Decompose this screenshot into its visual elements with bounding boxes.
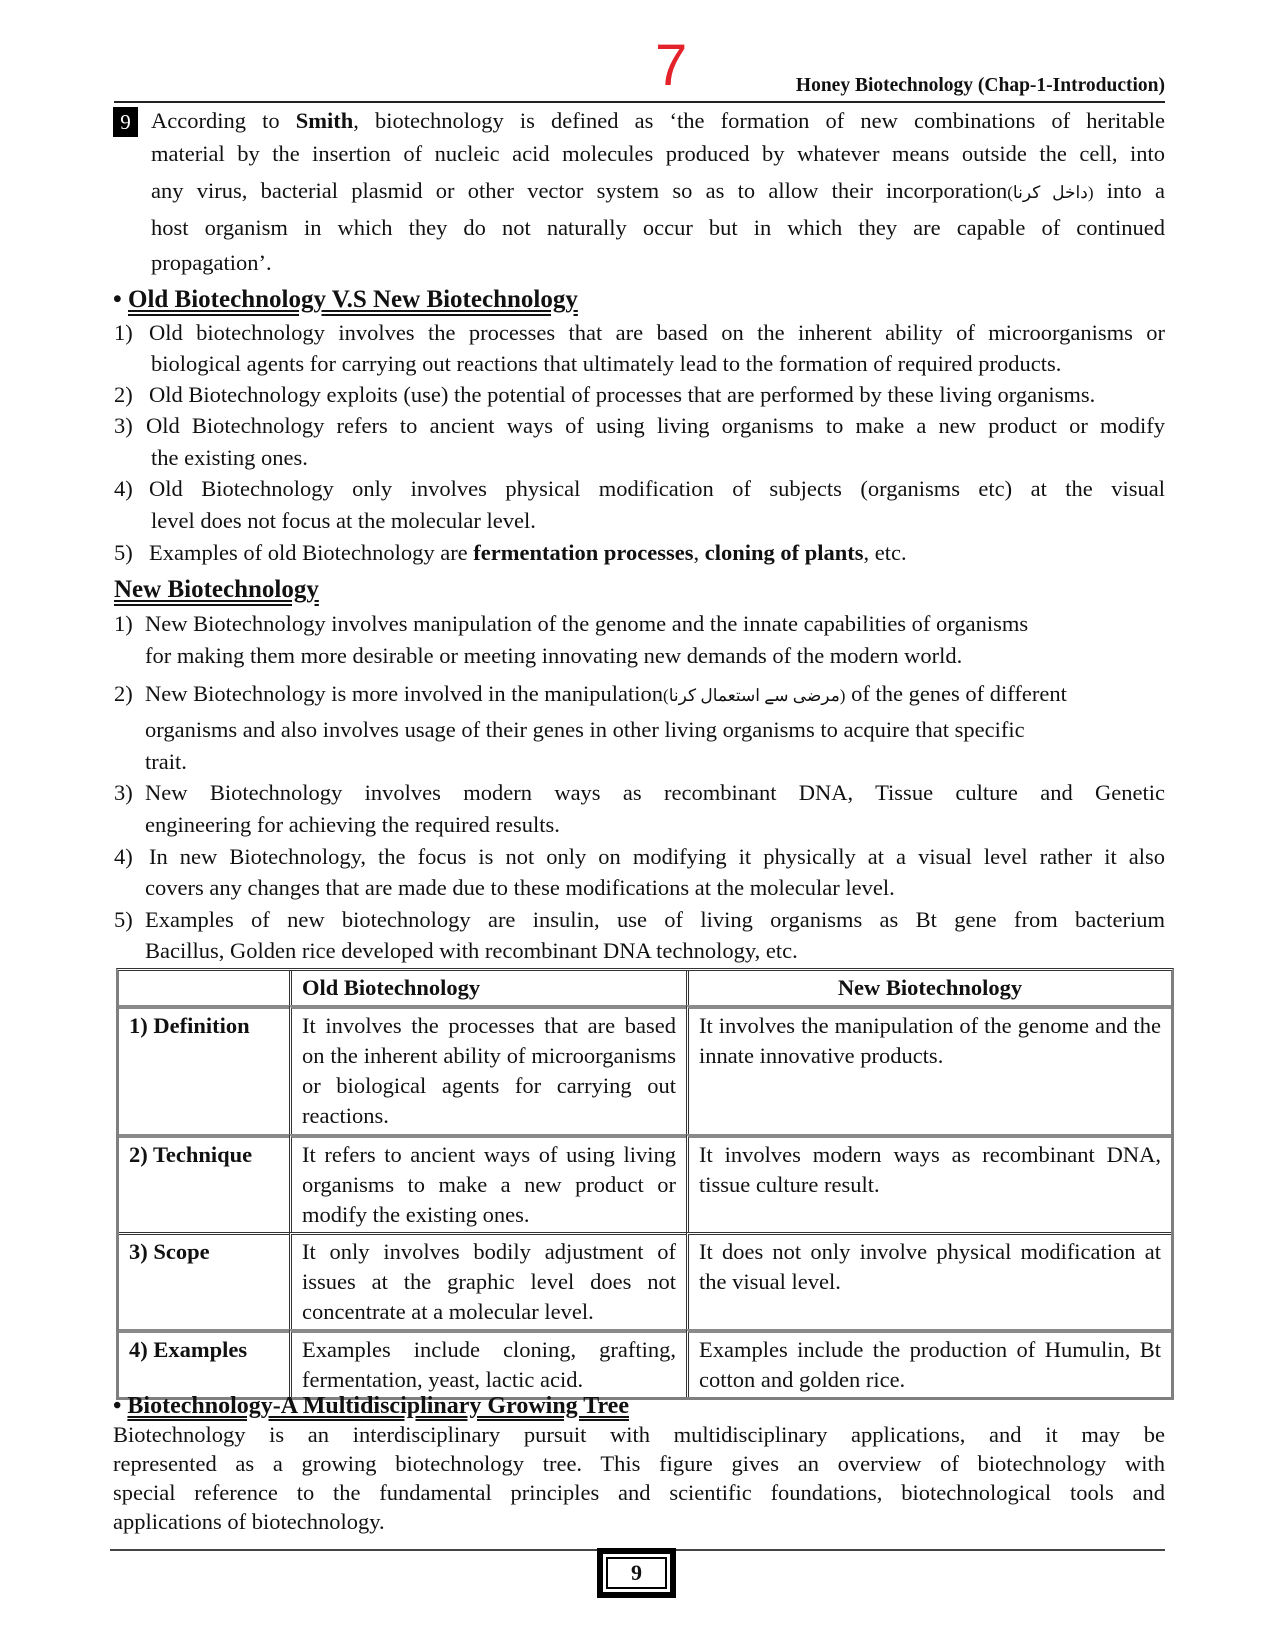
row-label: 2) Technique <box>119 1134 289 1232</box>
new-cell: It does not only involve physical modification at the visual level. <box>686 1232 1171 1329</box>
section-heading-new-biotech: New Biotechnology <box>114 576 319 603</box>
new-item-4: 4) In new Biotechnology, the focus is not only on modifying it physically at a visual level rather it also <box>114 844 1165 869</box>
definition-line-2: material by the insertion of nucleic acid molecules produced by whatever means outside the cell, into <box>151 141 1165 166</box>
table-header-blank <box>119 971 289 1005</box>
section-heading-old-vs-new: • Old Biotechnology V.S New Biotechnology <box>113 286 578 313</box>
old-item-1: 1) Old biotechnology involves the processes that are based on the inherent ability of microorganisms or <box>114 320 1165 345</box>
new-item-4-cont: covers any changes that are made due to these modifications at the molecular level. <box>145 875 895 900</box>
running-title: Honey Biotechnology (Chap-1-Introduction) <box>795 75 1165 96</box>
table-header-old: Old Biotechnology <box>289 971 686 1005</box>
author-name: Smith <box>295 108 354 133</box>
old-cell: It refers to ancient ways of using living organisms to make a new product or modify the existing ones. <box>289 1134 686 1232</box>
table-row <box>119 1005 1171 1134</box>
old-item-3-cont: the existing ones. <box>151 445 308 470</box>
urdu-gloss: (داخل کرنا) <box>1007 183 1094 202</box>
new-cell: It involves modern ways as recombinant DNA, tissue culture result. <box>686 1134 1171 1232</box>
old-item-1-cont: biological agents for carrying out reactions that ultimately lead to the formation of required products. <box>151 351 1062 376</box>
table-header-new: New Biotechnology <box>686 971 1171 1005</box>
row-label: 4) Examples <box>119 1329 289 1397</box>
new-item-3-cont: engineering for achieving the required results. <box>145 812 560 837</box>
new-item-1-cont: for making them more desirable or meeting innovating new demands of the modern world. <box>145 643 963 668</box>
urdu-gloss: (مرضی سے استعمال کرنا) <box>663 686 846 705</box>
new-item-5: 5) Examples of new biotechnology are insulin, use of living organisms as Bt gene from bacterium <box>114 907 1165 932</box>
chapter-number: 7 <box>655 33 688 98</box>
definition-line-3: any virus, bacterial plasmid or other vector system so as to allow their incorporation(داخل کرنا) into a <box>151 178 1165 203</box>
table-row <box>119 1329 1171 1397</box>
table-row <box>119 1134 1171 1232</box>
old-item-4-cont: level does not focus at the molecular level. <box>151 508 536 533</box>
new-item-2-cont: organisms and also involves usage of their genes in other living organisms to acquire that specific <box>145 717 1025 742</box>
section-heading-tree: • Biotechnology-A Multidisciplinary Growing Tree <box>113 1393 629 1419</box>
old-cell: It only involves bodily adjustment of issues at the graphic level does not concentrate at a molecular level. <box>289 1232 686 1329</box>
new-cell: Examples include the production of Humulin, Bt cotton and golden rice. <box>686 1329 1171 1397</box>
comparison-table <box>116 968 1174 1400</box>
new-item-1: 1) New Biotechnology involves manipulation of the genome and the innate capabilities of organisms <box>114 611 1029 636</box>
new-item-5-cont: Bacillus, Golden rice developed with recombinant DNA technology, etc. <box>145 938 798 963</box>
page-number: 9 <box>606 1557 667 1589</box>
new-item-2-cont2: trait. <box>145 749 187 774</box>
new-item-3: 3) New Biotechnology involves modern ways as recombinant DNA, Tissue culture and Genetic <box>114 780 1165 805</box>
row-label: 1) Definition <box>119 1005 289 1134</box>
old-cell: It involves the processes that are based on the inherent ability of microorganisms or biological agents for carrying out reactions. <box>289 1005 686 1134</box>
old-item-5: 5) Examples of old Biotechnology are fermentation processes, cloning of plants, etc. <box>114 540 907 565</box>
item-number-badge: 9 <box>113 107 138 137</box>
table-header-row <box>119 971 1171 1005</box>
old-item-3: 3) Old Biotechnology refers to ancient ways of using living organisms to make a new product or modify <box>114 413 1165 438</box>
new-item-2: 2) New Biotechnology is more involved in the manipulation(مرضی سے استعمال کرنا) of the genes of different <box>114 681 1067 706</box>
tree-para-line-3: special reference to the fundamental principles and scientific foundations, biotechnological tools and <box>113 1480 1165 1505</box>
table-row <box>119 1232 1171 1329</box>
definition-line-4: host organism in which they do not naturally occur but in which they are capable of continued <box>151 215 1165 240</box>
old-item-4: 4) Old Biotechnology only involves physical modification of subjects (organisms etc) at the visual <box>114 476 1165 501</box>
definition-line-1: According to Smith, biotechnology is defined as ‘the formation of new combinations of heritable <box>151 108 1165 133</box>
new-cell: It involves the manipulation of the genome and the innate innovative products. <box>686 1005 1171 1134</box>
tree-para-line-4: applications of biotechnology. <box>113 1509 385 1534</box>
page-number-box <box>597 1548 676 1598</box>
tree-para-line-1: Biotechnology is an interdisciplinary pursuit with multidisciplinary applications, and it may be <box>113 1422 1165 1447</box>
row-label: 3) Scope <box>119 1232 289 1329</box>
definition-line-5: propagation’. <box>151 250 272 275</box>
old-cell: Examples include cloning, grafting, fermentation, yeast, lactic acid. <box>289 1329 686 1397</box>
tree-para-line-2: represented as a growing biotechnology tree. This figure gives an overview of biotechnology with <box>113 1451 1165 1476</box>
header-rule <box>114 101 1165 103</box>
old-item-2: 2) Old Biotechnology exploits (use) the potential of processes that are performed by these living organisms. <box>114 382 1096 407</box>
